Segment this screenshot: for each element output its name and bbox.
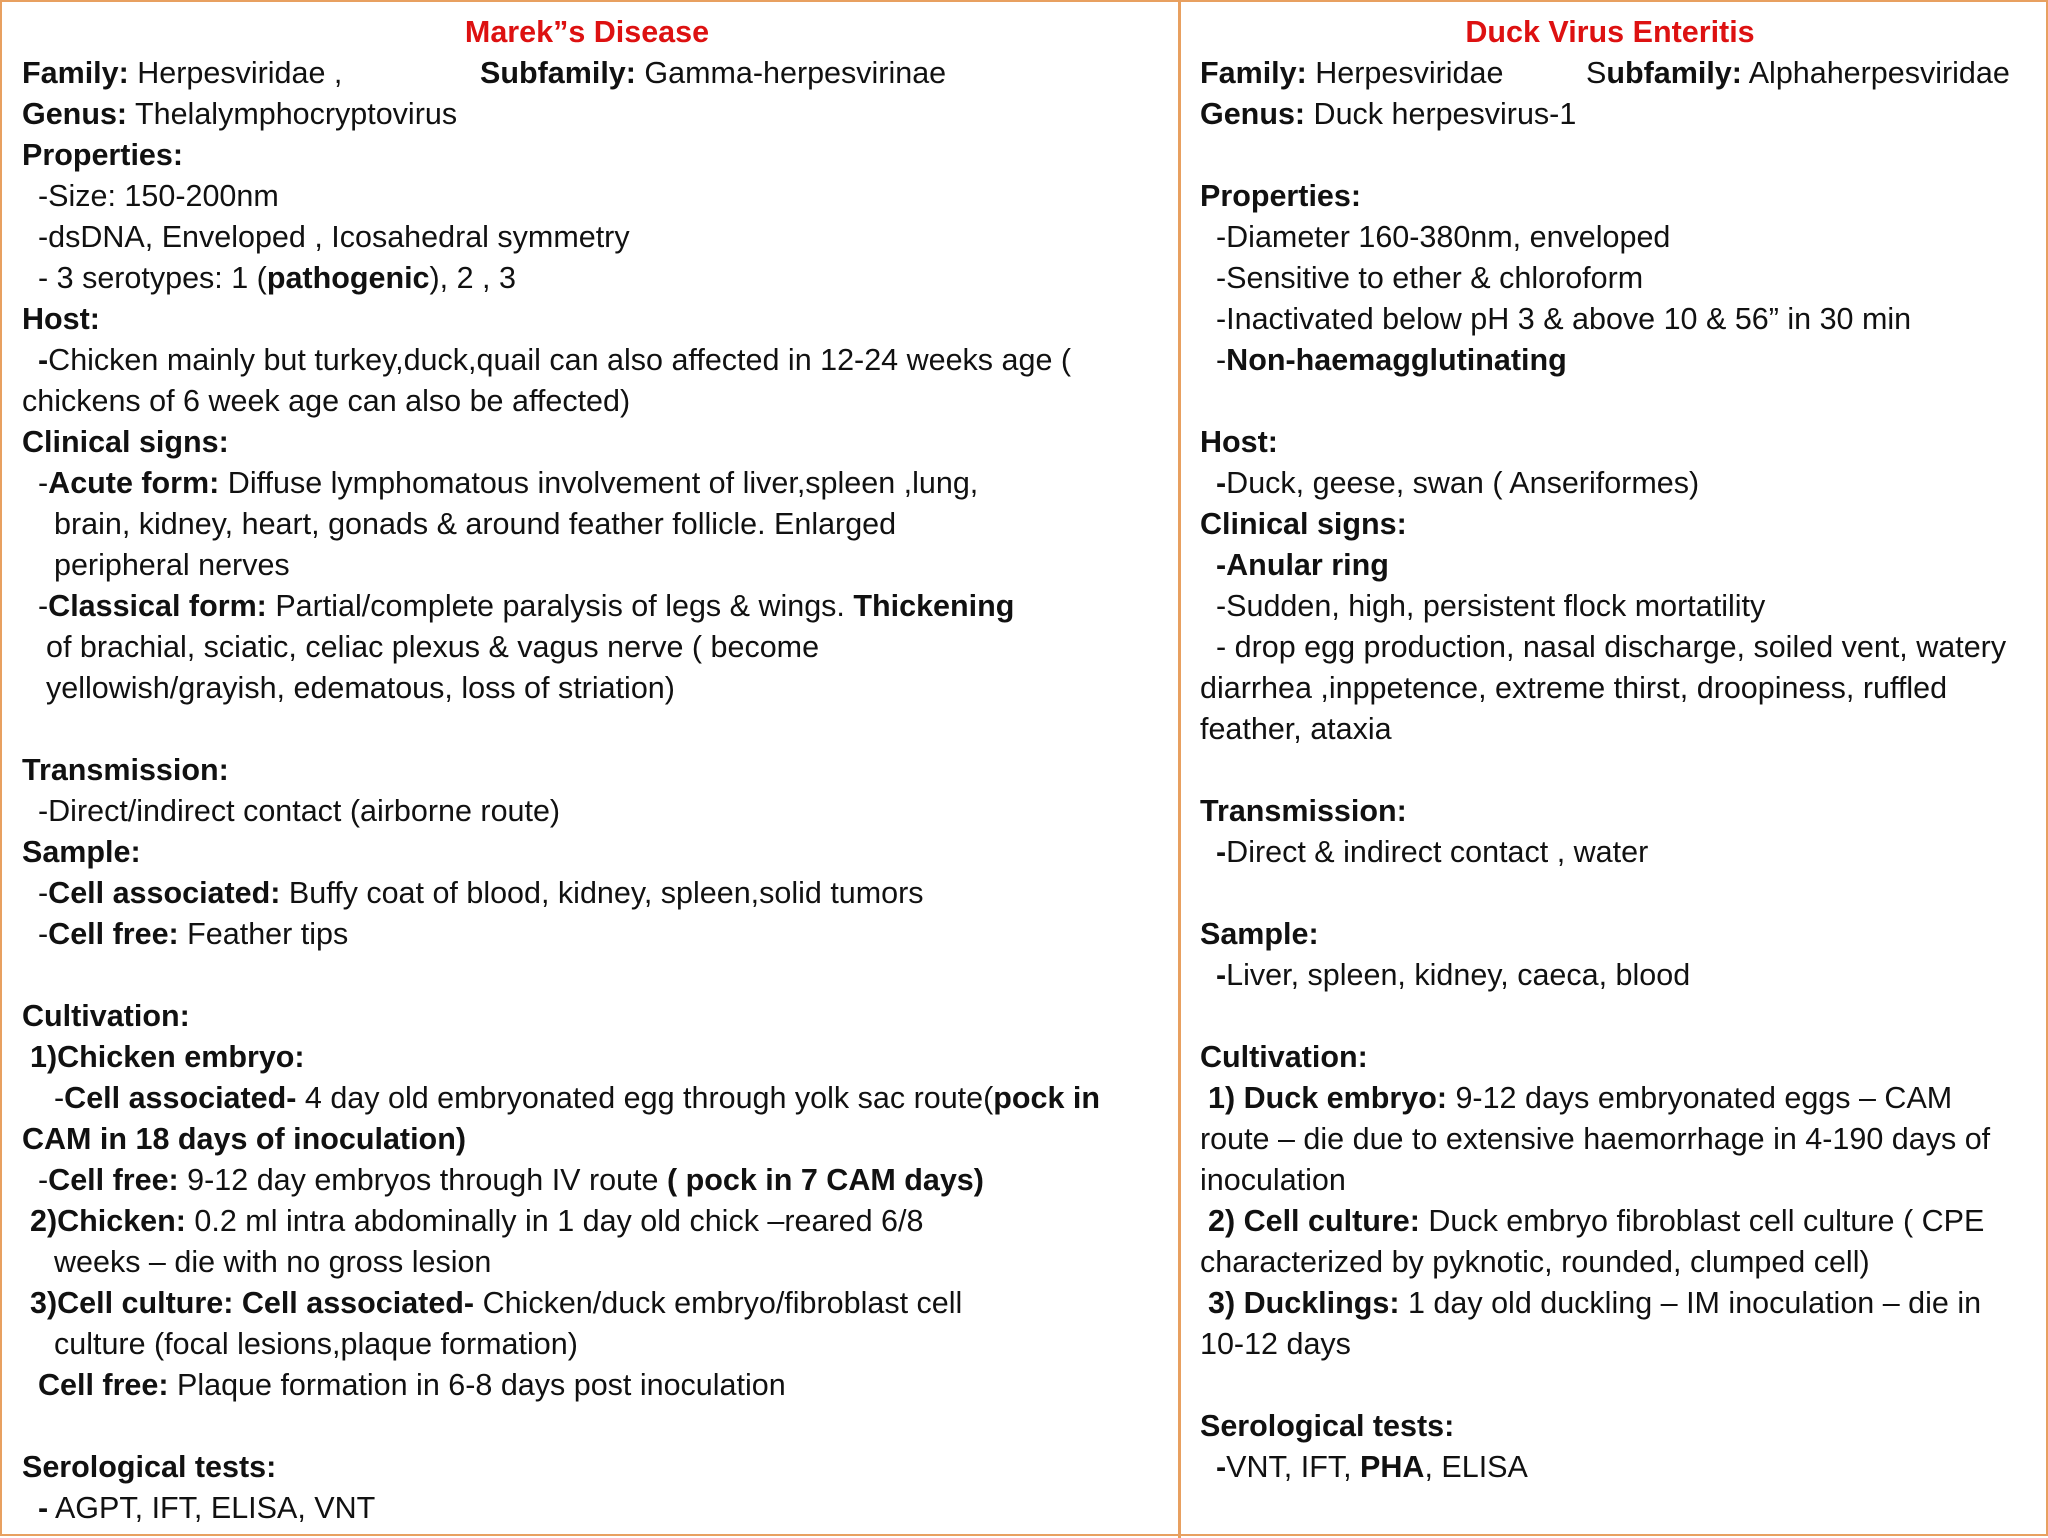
cell-free-label: Cell free: — [38, 1368, 169, 1402]
duck-virus-enteritis-column — [1200, 12, 2040, 1488]
family-label: Family: — [1200, 56, 1307, 90]
pock-cam-text: ( pock in 7 CAM days) — [666, 1163, 984, 1197]
acute-dash: - — [38, 466, 49, 500]
property-item: -Size: 150-200nm — [38, 179, 279, 213]
column-divider — [1178, 2, 1181, 1538]
properties-heading: Properties: — [1200, 179, 1362, 213]
cell-associated-label: Cell associated- — [64, 1081, 297, 1115]
blank-line — [1200, 135, 2040, 176]
sample-cell-free — [22, 914, 1172, 955]
cell-culture-free — [22, 1365, 1172, 1406]
chicken-text: 0.2 ml intra abdominally in 1 day old chick –reared 6/8 — [185, 1204, 924, 1238]
column-title: Duck Virus Enteritis — [1465, 15, 1755, 49]
anular-ring-item: -Anular ring — [1216, 548, 1389, 582]
genus-value: Duck herpesvirus-1 — [1305, 97, 1577, 131]
thickening-text: Thickening — [853, 589, 1015, 623]
serotypes-text-end: ), 2 , 3 — [429, 261, 516, 295]
transmission-value: Direct & indirect contact , water — [1226, 835, 1649, 869]
cell-culture-label: 2) Cell culture: — [1208, 1204, 1420, 1238]
host-dash: - — [38, 343, 49, 377]
blank-line — [1200, 1365, 2040, 1406]
genus-line — [22, 94, 1172, 135]
genus-line — [1200, 94, 2040, 135]
cell-culture-cont: characterized by pyknotic, rounded, clumped cell) — [1200, 1245, 1870, 1279]
cell-free-text: Plaque formation in 6-8 days post inoculation — [168, 1368, 786, 1402]
transmission-item: -Direct/indirect contact (airborne route) — [38, 794, 561, 828]
clinical-item: - drop egg production, nasal discharge, soiled vent, watery — [1216, 630, 2007, 664]
clinical-signs-heading: Clinical signs: — [22, 425, 229, 459]
pha-text: PHA — [1360, 1450, 1425, 1484]
host-text — [22, 340, 1172, 381]
cell-culture — [22, 1283, 1172, 1324]
cell-culture-label: 3)Cell culture: Cell associated- — [30, 1286, 475, 1320]
genus-label: Genus: — [22, 97, 128, 131]
classical-form-cont: yellowish/grayish, edematous, loss of striation) — [46, 671, 675, 705]
property-item: -Diameter 160-380nm, enveloped — [1216, 220, 1671, 254]
dash: - — [1216, 343, 1227, 377]
chicken-text-cont: weeks – die with no gross lesion — [54, 1245, 492, 1279]
dash: - — [38, 1163, 49, 1197]
acute-form-cont: brain, kidney, heart, gonads & around feather follicle. Enlarged — [54, 507, 897, 541]
cell-free-label: Cell free: — [48, 917, 179, 951]
property-item: -Sensitive to ether & chloroform — [1216, 261, 1644, 295]
serological-tests — [1200, 1447, 2040, 1488]
acute-form-label: Acute form: — [48, 466, 220, 500]
dash: - — [38, 917, 49, 951]
blank-line — [22, 955, 1172, 996]
cultivation-heading: Cultivation: — [1200, 1040, 1368, 1074]
acute-form-cont: peripheral nerves — [54, 548, 290, 582]
property-item — [1200, 340, 2040, 381]
subfamily — [480, 53, 946, 94]
ducklings-text: 1 day old duckling – IM inoculation – die in — [1399, 1286, 1982, 1320]
genus-label: Genus: — [1200, 97, 1306, 131]
serological-text: VNT, IFT, — [1226, 1450, 1361, 1484]
classical-form-text: Partial/complete paralysis of legs & wings. — [266, 589, 854, 623]
host-heading: Host: — [1200, 425, 1278, 459]
cell-culture-cont: culture (focal lesions,plaque formation) — [54, 1327, 578, 1361]
blank-line — [1200, 381, 2040, 422]
chicken-cultivation — [22, 1201, 1172, 1242]
dash: - — [38, 1491, 49, 1525]
subfamily-label: ubfamily: — [1606, 56, 1742, 90]
cell-culture-text: Duck embryo fibroblast cell culture ( CPE — [1419, 1204, 1985, 1238]
non-haemagglutinating-text: Non-haemagglutinating — [1226, 343, 1567, 377]
cell-associated-value: Buffy coat of blood, kidney, spleen,solid tumors — [280, 876, 924, 910]
embryo-cell-associated-text: 4 day old embryonated egg through yolk sac route( — [296, 1081, 994, 1115]
property-item: -Inactivated below pH 3 & above 10 & 56” in 30 min — [1216, 302, 1912, 336]
serological-heading: Serological tests: — [1200, 1409, 1455, 1443]
taxonomy-line — [22, 53, 1172, 94]
clinical-item-cont: feather, ataxia — [1200, 712, 1392, 746]
cell-free-value: Feather tips — [178, 917, 349, 951]
subfamily-value: Alphaherpesviridae — [1741, 56, 2010, 90]
genus-value: Thelalymphocryptovirus — [127, 97, 458, 131]
cell-culture — [1200, 1201, 2040, 1242]
blank-line — [22, 709, 1172, 750]
subfamily-value: Gamma-herpesvirinae — [635, 56, 947, 90]
embryo-cell-free-text: 9-12 day embryos through IV route — [178, 1163, 667, 1197]
acute-form — [22, 463, 1172, 504]
mareks-disease-column — [22, 12, 1172, 1529]
serological-text: AGPT, IFT, ELISA, VNT — [48, 1491, 376, 1525]
dash: - — [54, 1081, 65, 1115]
ducklings-cultivation — [1200, 1283, 2040, 1324]
property-item: -dsDNA, Enveloped , Icosahedral symmetry — [38, 220, 630, 254]
clinical-item-cont: diarrhea ,inppetence, extreme thirst, droopiness, ruffled — [1200, 671, 1948, 705]
embryo-cell-associated-cont: CAM in 18 days of inoculation) — [22, 1122, 466, 1156]
cell-free-label: Cell free: — [48, 1163, 179, 1197]
ducklings-label: 3) Ducklings: — [1208, 1286, 1400, 1320]
subfamily-label: Subfamily: — [480, 56, 636, 90]
column-title: Marek”s Disease — [464, 15, 710, 49]
sample-value: Liver, spleen, kidney, caeca, blood — [1226, 958, 1691, 992]
classical-form — [22, 586, 1172, 627]
embryo-cell-associated — [22, 1078, 1172, 1119]
host-heading: Host: — [22, 302, 100, 336]
subfamily — [1586, 53, 2010, 94]
family-label: Family: — [22, 56, 129, 90]
duck-embryo-cont: inoculation — [1200, 1163, 1346, 1197]
serological-text-end: , ELISA — [1424, 1450, 1528, 1484]
transmission-item — [1200, 832, 2040, 873]
properties-heading: Properties: — [22, 138, 184, 172]
clinical-item: -Sudden, high, persistent flock mortatility — [1216, 589, 1766, 623]
family-value: Herpesviridae — [1306, 56, 1504, 90]
dash: - — [1216, 835, 1227, 869]
cultivation-heading: Cultivation: — [22, 999, 190, 1033]
host-dash: - — [1216, 466, 1227, 500]
pock-text: pock in — [993, 1081, 1101, 1115]
blank-line — [1200, 750, 2040, 791]
ducklings-cont: 10-12 days — [1200, 1327, 1351, 1361]
transmission-heading: Transmission: — [1200, 794, 1407, 828]
cell-associated-label: Cell associated: — [48, 876, 281, 910]
sample-cell-associated — [22, 873, 1172, 914]
sample-heading: Sample: — [1200, 917, 1319, 951]
property-item — [22, 258, 1172, 299]
embryo-cell-free — [22, 1160, 1172, 1201]
transmission-heading: Transmission: — [22, 753, 229, 787]
acute-form-text: Diffuse lymphomatous involvement of liver,spleen ,lung, — [219, 466, 979, 500]
blank-line — [22, 1406, 1172, 1447]
host-text — [1200, 463, 2040, 504]
serological-tests — [22, 1488, 1172, 1529]
serotypes-text: - 3 serotypes: 1 ( — [38, 261, 267, 295]
dash: - — [1216, 958, 1227, 992]
serological-heading: Serological tests: — [22, 1450, 277, 1484]
sample-heading: Sample: — [22, 835, 141, 869]
host-value: Duck, geese, swan ( Anseriformes) — [1226, 466, 1700, 500]
duck-embryo-cultivation — [1200, 1078, 2040, 1119]
chicken-label: 2)Chicken: — [30, 1204, 186, 1238]
chicken-embryo-heading: 1)Chicken embryo: — [30, 1040, 305, 1074]
classical-form-label: Classical form: — [48, 589, 267, 623]
clinical-signs-heading: Clinical signs: — [1200, 507, 1407, 541]
host-line: Chicken mainly but turkey,duck,quail can also affected in 12-24 weeks age ( — [48, 343, 1072, 377]
classical-form-cont: of brachial, sciatic, celiac plexus & vagus nerve ( become — [46, 630, 820, 664]
sample-item — [1200, 955, 2040, 996]
duck-embryo-cont: route – die due to extensive haemorrhage in 4-190 days of — [1200, 1122, 1991, 1156]
dash: - — [38, 876, 49, 910]
cell-culture-text: Chicken/duck embryo/fibroblast cell — [474, 1286, 963, 1320]
host-text-cont: chickens of 6 week age can also be affected) — [22, 384, 631, 418]
classical-dash: - — [38, 589, 49, 623]
blank-line — [1200, 996, 2040, 1037]
blank-line — [1200, 873, 2040, 914]
dash: - — [1216, 1450, 1227, 1484]
family-value: Herpesviridae , — [128, 56, 343, 90]
pathogenic-text: pathogenic — [266, 261, 430, 295]
duck-embryo-text: 9-12 days embryonated eggs – CAM — [1446, 1081, 1953, 1115]
taxonomy-line — [1200, 53, 2040, 94]
subfamily-s: S — [1586, 56, 1607, 90]
duck-embryo-label: 1) Duck embryo: — [1208, 1081, 1447, 1115]
